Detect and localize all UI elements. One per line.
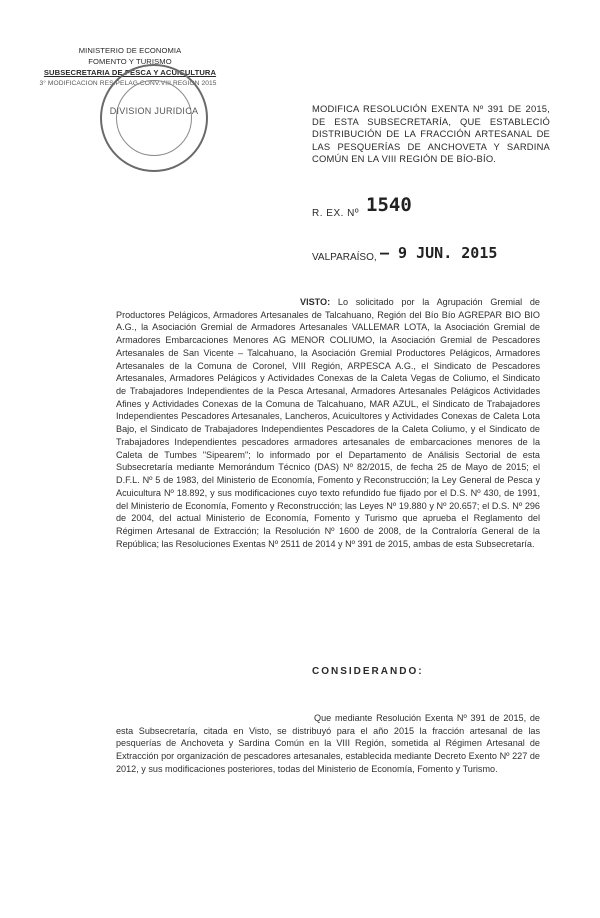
- stamp-inner-ring: [116, 80, 192, 156]
- ministry-subtitle: FOMENTO Y TURISMO: [88, 57, 172, 66]
- subsecretaria-name: SUBSECRETARIA DE PESCA Y ACUICULTURA: [43, 68, 217, 77]
- visto-paragraph: [116, 296, 540, 550]
- considerando-paragraph: Que mediante Resolución Exenta Nº 391 de 2015, de esta Subsecretaría, citada en Visto, se distribuyó para el año 2015 la fracción artesanal de las pesquerías de Anchoveta y Sardina Común en la VIII Región, sometida al Régimen Artesanal de Extracción por organización de pescadores artesanales, establecida mediante Decreto Exento Nº 227 de 2012, y sus modificaciones posteriores, todas del Ministerio de Economía, Fomento y Turismo.: [116, 713, 540, 774]
- ministry-name: MINISTERIO DE ECONOMIA: [78, 46, 182, 55]
- visto-text: Lo solicitado por la Agrupación Gremial de Productores Pelágicos, Armadores Artesanales de Talcahuano, Región del Bío Bío AGREPAR BIO BIO A.G., la Asociación Gremial de Armadores Artesanales VALLEMAR LOTA, la Asociación Gremial de Armadores Embarcaciones Menores AG MENOR COLIUMO, la Asociación Gremial de Pescadores Artesanales de San Vicente – Talcahuano, la Asociación Gremial Productores Pelágicos, Armadores Artesanales de la Comuna de Coronel, VIII Región, ARPESCA A.G., el Sindicato de Pescadores Artesanales, Armadores Pelágicos y Actividades Conexas de la Caleta Vegas de Coliumo, el Sindicato de Trabajadores Independientes de la Pesca Artesanal, Armadores Artesanales Pelágicos Actividades Afines y Actividades Conexas de la Comuna de Talcahuano, MAR AZUL, el Sindicato de Trabajadores Independientes Pescadores Artesanales, Lancheros, Acuicultores y Actividades Conexas de Caleta Lota Bajo, el Sindicato de Trabajadores Independientes Pescadores de la Caleta Coliumo, y el Sindicato de Trabajadores Independientes pescadores armadores artesanales de embarcaciones menores de la Caleta de Tumbes "Sipearem"; lo informado por el Departamento de Análisis Sectorial de esta Subsecretaría mediante Memorándum Técnico (DAS) Nº 82/2015, de fecha 25 de Mayo de 2015; el D.F.L. Nº 5 de 1983, del Ministerio de Economía, Fomento y Reconstrucción; la Ley General de Pesca y Acuicultura Nº 18.892, y sus modificaciones cuyo texto refundido fue fijado por el D.S. Nº 430, de 1991, del Ministerio de Economía, Fomento y Reconstrucción; las Leyes Nº 19.880 y Nº 20.657; el D.S. Nº 296 de 2004, del actual Ministerio de Economía, Fomento y Turismo que aprueba el Reglamento del Régimen Artesanal de Extracción; la Resolución Nº 1600 de 2008, de la Contraloría General de la República; las Resoluciones Exentas Nº 2511 de 2014 y Nº 391 de 2015, ambas de esta Subsecretaría.: [116, 297, 540, 549]
- resolution-title: MODIFICA RESOLUCIÓN EXENTA Nº 391 DE 2015, DE ESTA SUBSECRETARÍA, QUE ESTABLECIÓ DISTRIBUCIÓN DE LA FRACCIÓN ARTESANAL DE LAS PESQUERÍAS DE ANCHOVETA Y SARDINA COMÚN EN LA VIII REGIÓN DE BÍO-BÍO.: [312, 103, 550, 165]
- place-city: VALPARAÍSO,: [312, 252, 377, 263]
- rex-number: 1540: [366, 194, 412, 216]
- division-juridica-stamp: [100, 64, 208, 172]
- visto-heading: VISTO:: [300, 297, 331, 307]
- resolution-date: – 9 JUN. 2015: [380, 244, 498, 262]
- stamp-text: DIVISION JURIDICA: [109, 106, 199, 116]
- considerando-heading: CONSIDERANDO:: [312, 666, 424, 677]
- rex-label: R. EX. Nº: [312, 208, 360, 219]
- document-reference: 3° MODIFICACION RES.PELAG.CONV.VIII REGION 2015: [39, 80, 217, 87]
